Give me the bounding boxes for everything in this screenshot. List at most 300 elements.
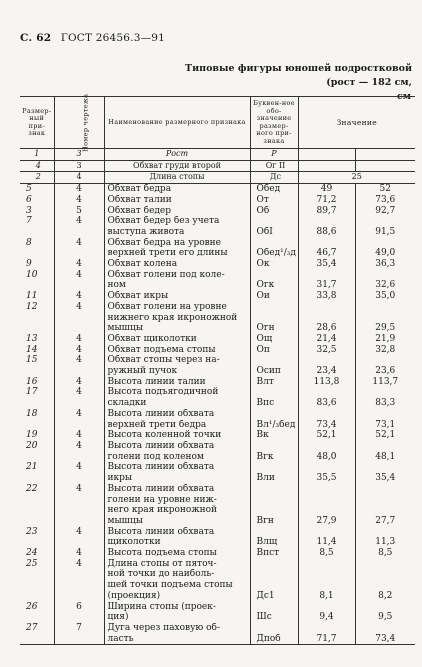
row-value-2 (355, 484, 415, 495)
row-value-2: 113,7 (355, 377, 415, 388)
table-row (20, 559, 415, 570)
row-name-line: Дуга через паховую об- (104, 623, 250, 634)
row-value-2: 27,7 (355, 516, 415, 527)
row-value-2: 91,5 (355, 227, 415, 238)
row-symbol: Р (250, 149, 298, 161)
row-value-1 (298, 484, 355, 495)
row-symbol: Обед¹/₃д (250, 248, 298, 259)
table-row (20, 302, 415, 313)
row-fig: 4 (54, 270, 104, 281)
row-fig: 3 (54, 160, 104, 172)
row-name-line: ласть (104, 634, 250, 645)
row-num (20, 473, 54, 484)
table-row (20, 527, 415, 538)
row-fig (54, 473, 104, 484)
row-fig (54, 516, 104, 527)
row-value-1: 32,5 (298, 345, 355, 356)
col-header-value: Значение (298, 97, 415, 149)
row-name-line: Высота линии обхвата (104, 484, 250, 495)
table-row (20, 334, 415, 345)
row-value-1 (298, 505, 355, 516)
row-name-line: Высота подъема стопы (104, 548, 250, 559)
row-name-line: Ширина стопы (проек- (104, 602, 250, 613)
row-num (20, 537, 54, 548)
row-name-line: мышцы (104, 516, 250, 527)
row-symbol: Вли (250, 473, 298, 484)
row-value-1 (298, 580, 355, 591)
row-name-line: Обхват стопы через на- (104, 355, 250, 366)
row-symbol (250, 409, 298, 420)
table-row (20, 323, 415, 334)
row-fig (54, 248, 104, 259)
row-value-2: 32,8 (355, 345, 415, 356)
row-num: 5 (26, 184, 32, 195)
row-fig: 4 (54, 195, 104, 206)
row-value-2: 8,2 (355, 591, 415, 602)
row-name-line: выступа живота (104, 227, 250, 238)
row-symbol (250, 484, 298, 495)
row-num (20, 420, 54, 431)
row-num: 25 (26, 558, 38, 569)
row-symbol (250, 313, 298, 324)
col-header-name: Наименование размерного признака (104, 97, 250, 149)
row-value-2 (355, 387, 415, 398)
row-value-2 (355, 270, 415, 281)
table-row (20, 248, 415, 259)
row-value-2 (355, 409, 415, 420)
row-num (20, 634, 54, 645)
page-number: С. 62 (20, 32, 52, 44)
table-row (20, 355, 415, 366)
row-symbol (250, 623, 298, 634)
row-value-1 (298, 270, 355, 281)
row-num (20, 313, 54, 324)
table-row (20, 398, 415, 409)
row-value-2: 73,4 (355, 634, 415, 645)
row-num (20, 227, 54, 238)
row-name-line: него края икроножной (104, 505, 250, 516)
row-value-1: 88,6 (298, 227, 355, 238)
col-header-fig: Номер чертежа (54, 97, 104, 149)
row-name-line: Обхват икры (104, 291, 250, 302)
row-fig: 4 (54, 302, 104, 313)
row-value-1 (298, 387, 355, 398)
row-value-1 (298, 569, 355, 580)
table-row (20, 280, 415, 291)
row-fig (54, 612, 104, 623)
row-value-1: 71,2 (298, 195, 355, 206)
row-value-2: 92,7 (355, 206, 415, 217)
row-value-2: 83,3 (355, 398, 415, 409)
row-value-1 (298, 495, 355, 506)
row-fig: 4 (54, 559, 104, 570)
row-value-2 (355, 216, 415, 227)
row-num (20, 323, 54, 334)
row-symbol: Влщ (250, 537, 298, 548)
row-num: 9 (26, 259, 32, 270)
row-value-1 (298, 409, 355, 420)
row-num: 11 (26, 291, 38, 302)
table-row (20, 238, 415, 249)
row-num: 20 (26, 440, 38, 451)
row-value-2: 23,6 (355, 366, 415, 377)
row-value-1 (298, 302, 355, 313)
row-value-2 (355, 302, 415, 313)
table-row (20, 569, 415, 580)
row-value-2: 52,1 (355, 430, 415, 441)
row-symbol: Осип (250, 366, 298, 377)
row-fig: 5 (54, 206, 104, 217)
row-name-line: нижнего края икроножной (104, 313, 250, 324)
row-value-1: 8,5 (298, 548, 355, 559)
row-value-2 (355, 559, 415, 570)
row-fig: 4 (54, 462, 104, 473)
row-fig (54, 323, 104, 334)
row-value-2: 11,3 (355, 537, 415, 548)
row-value-1: 49 (298, 184, 355, 195)
row-name-line: Высота линии обхвата (104, 527, 250, 538)
row-value-2 (355, 238, 415, 249)
row-num (20, 569, 54, 580)
row-value-2 (355, 580, 415, 591)
row-value-1: 33,8 (298, 291, 355, 302)
title-line-3: см (396, 91, 411, 102)
row-value-2: 73,1 (355, 420, 415, 431)
row-symbol: Огк (250, 280, 298, 291)
foot-length-row (20, 172, 415, 184)
row-symbol: Оп (250, 345, 298, 356)
row-num: 19 (26, 430, 38, 441)
row-symbol: Ог II (250, 160, 298, 172)
row-fig: 4 (54, 334, 104, 345)
row-symbol: Ощ (250, 334, 298, 345)
table-row (20, 345, 415, 356)
row-fig (54, 398, 104, 409)
row-fig (54, 537, 104, 548)
row-value-2 (355, 313, 415, 324)
row-symbol (250, 355, 298, 366)
row-symbol (250, 495, 298, 506)
row-value-2 (355, 569, 415, 580)
row-name-line: Высота линии талии (104, 377, 250, 388)
row-value-1 (298, 462, 355, 473)
row-name-line: Обхват голени под коле- (104, 270, 250, 281)
row-symbol (250, 216, 298, 227)
row-fig: 7 (54, 623, 104, 634)
row-fig: 4 (54, 184, 104, 195)
row-symbol (250, 559, 298, 570)
row-fig (54, 452, 104, 463)
row-name-line: Обхват щиколотки (104, 334, 250, 345)
row-fig: 4 (54, 430, 104, 441)
row-fig (54, 580, 104, 591)
row-symbol: Ок (250, 259, 298, 270)
row-symbol: Вгн (250, 516, 298, 527)
table-row (20, 548, 415, 559)
row-num: 21 (26, 462, 38, 473)
height-row (20, 149, 415, 161)
row-num (20, 580, 54, 591)
row-num (20, 495, 54, 506)
row-fig: 4 (54, 216, 104, 227)
row-num (20, 452, 54, 463)
row-symbol (250, 270, 298, 281)
row-value-1: 9,4 (298, 612, 355, 623)
row-value-2 (355, 462, 415, 473)
row-name-line: Высота подъягодичной (104, 387, 250, 398)
row-symbol: Ои (250, 291, 298, 302)
table-header-row (20, 97, 415, 149)
row-name-line: шей точки подъема стопы (104, 580, 250, 591)
row-name-line: ружный пучок (104, 366, 250, 377)
row-num: 14 (26, 344, 38, 355)
row-value-1: 71,7 (298, 634, 355, 645)
row-num: 16 (26, 376, 38, 387)
row-name-line: мышцы (104, 323, 250, 334)
row-symbol: Вгк (250, 452, 298, 463)
row-value-2: 49,0 (355, 248, 415, 259)
row-value-1: 23,4 (298, 366, 355, 377)
row-value-2: 35,4 (355, 473, 415, 484)
row-name-line: складки (104, 398, 250, 409)
row-num: 4 (20, 160, 54, 172)
row-name-line: Высота линии обхвата (104, 462, 250, 473)
row-symbol: Вл¹/₃бед (250, 420, 298, 431)
row-name-line: Обхват колена (104, 259, 250, 270)
row-symbol (250, 441, 298, 452)
row-fig (54, 495, 104, 506)
table-row (20, 291, 415, 302)
row-num: 6 (26, 194, 32, 205)
measurements-table (20, 93, 415, 645)
row-fig (54, 280, 104, 291)
row-value-1 (298, 313, 355, 324)
table-row (20, 473, 415, 484)
row-symbol: Об (250, 206, 298, 217)
row-symbol: Дпоб (250, 634, 298, 645)
row-name-line: Высота коленной точки (104, 430, 250, 441)
table-row (20, 195, 415, 206)
row-num (20, 505, 54, 516)
row-value-2: 48,1 (355, 452, 415, 463)
row-name: Рост (104, 149, 250, 161)
row-symbol: Вк (250, 430, 298, 441)
row-fig: 4 (54, 548, 104, 559)
row-value-2 (355, 527, 415, 538)
row-num (20, 280, 54, 291)
table-row (20, 462, 415, 473)
row-value-1 (298, 238, 355, 249)
row-value-2 (355, 441, 415, 452)
row-num (20, 591, 54, 602)
row-fig: 6 (54, 602, 104, 613)
row-value-1: 48,0 (298, 452, 355, 463)
row-symbol (250, 302, 298, 313)
row-value-1: 52,1 (298, 430, 355, 441)
row-value-1 (298, 441, 355, 452)
row-symbol: Обед (250, 184, 298, 195)
row-fig: 4 (54, 484, 104, 495)
row-value-2 (355, 505, 415, 516)
row-name-line: (проекция) (104, 591, 250, 602)
row-value-1: 8,1 (298, 591, 355, 602)
row-num: 23 (26, 526, 38, 537)
row-value-1: 89,7 (298, 206, 355, 217)
row-fig: 4 (54, 377, 104, 388)
row-value-2: 8,5 (355, 548, 415, 559)
row-name-line: икры (104, 473, 250, 484)
row-fig (54, 227, 104, 238)
row-num: 15 (26, 355, 38, 366)
row-name-line: Обхват талии (104, 195, 250, 206)
table-row (20, 602, 415, 613)
row-num: 3 (26, 205, 32, 216)
table-row (20, 206, 415, 217)
row-num: 24 (26, 548, 38, 559)
table-row (20, 516, 415, 527)
row-symbol (250, 505, 298, 516)
row-fig: 4 (54, 355, 104, 366)
row-symbol: Впс (250, 398, 298, 409)
row-name-line: Длина стопы от пяточ- (104, 559, 250, 570)
row-num: 22 (26, 483, 38, 494)
row-value-1 (298, 355, 355, 366)
row-fig (54, 505, 104, 516)
standard-code: ГОСТ 26456.3—91 (60, 32, 166, 44)
table-row (20, 387, 415, 398)
row-name-line: щиколотки (104, 537, 250, 548)
col-header-symbol: Буквен-ное обо-значение размер-ного при-знака (250, 97, 298, 149)
row-name-line: Обхват бедра (104, 184, 250, 195)
row-fig (54, 591, 104, 602)
row-symbol (250, 238, 298, 249)
table-row (20, 612, 415, 623)
page-header (20, 32, 165, 44)
table-row (20, 441, 415, 452)
row-num (20, 398, 54, 409)
row-num: 17 (26, 387, 38, 398)
title-line-2: (рост — 182 см, (326, 77, 412, 88)
row-value-1 (298, 623, 355, 634)
row-value-2: 52 (355, 184, 415, 195)
row-value: 25 (298, 172, 415, 184)
row-name-line: Высота линии обхвата (104, 441, 250, 452)
row-fig (54, 569, 104, 580)
row-num: 10 (26, 269, 38, 280)
table-row (20, 216, 415, 227)
table-row (20, 580, 415, 591)
table-row (20, 452, 415, 463)
row-name-line: верхней трети бедра (104, 420, 250, 431)
table-row (20, 313, 415, 324)
table-row (20, 270, 415, 281)
row-value-2 (355, 602, 415, 613)
table-row (20, 495, 415, 506)
row-fig (54, 420, 104, 431)
row-name-line: ция) (104, 612, 250, 623)
row-symbol (250, 387, 298, 398)
row-symbol: Влт (250, 377, 298, 388)
row-num: 13 (26, 333, 38, 344)
table-row (20, 591, 415, 602)
row-name-line: Обхват голени на уровне (104, 302, 250, 313)
row-fig: 4 (54, 259, 104, 270)
table-row (20, 409, 415, 420)
row-num: 12 (26, 301, 38, 312)
row-value-1 (298, 527, 355, 538)
table-row (20, 366, 415, 377)
table-row (20, 505, 415, 516)
row-num: 27 (26, 622, 38, 633)
row-name-line: ном (104, 280, 250, 291)
row-fig (54, 634, 104, 645)
row-value-1: 35,4 (298, 259, 355, 270)
row-fig: 4 (54, 291, 104, 302)
row-value-2: 32,6 (355, 280, 415, 291)
row-value-1: 27,9 (298, 516, 355, 527)
row-symbol: Огн (250, 323, 298, 334)
row-num: 26 (26, 601, 38, 612)
row-value-2: 29,5 (355, 323, 415, 334)
table-row (20, 184, 415, 195)
row-name-line: Обхват бедер (104, 206, 250, 217)
row-symbol: От (250, 195, 298, 206)
row-fig: 4 (54, 345, 104, 356)
row-name-line: Обхват бедра на уровне (104, 238, 250, 249)
row-fig: 4 (54, 527, 104, 538)
row-value-2 (355, 355, 415, 366)
row-symbol (250, 580, 298, 591)
row-name-line: ной точки до наиболь- (104, 569, 250, 580)
row-fig: 4 (54, 409, 104, 420)
row-symbol: Дс (250, 172, 298, 184)
row-name-line: Высота линии обхвата (104, 409, 250, 420)
row-value-1: 35,5 (298, 473, 355, 484)
row-value-1: 46,7 (298, 248, 355, 259)
row-name-line: голени под коленом (104, 452, 250, 463)
row-value-1: 28,6 (298, 323, 355, 334)
table-row (20, 634, 415, 645)
row-symbol (250, 462, 298, 473)
row-num: 1 (20, 149, 54, 161)
row-value-1: 83,6 (298, 398, 355, 409)
row-symbol: Дс1 (250, 591, 298, 602)
row-symbol: Шс (250, 612, 298, 623)
row-fig: 4 (54, 238, 104, 249)
row-fig (54, 313, 104, 324)
row-value-1 (298, 559, 355, 570)
table-row (20, 537, 415, 548)
row-value-2 (355, 623, 415, 634)
table-row (20, 377, 415, 388)
row-value-1: 11,4 (298, 537, 355, 548)
row-name-line: верхней трети его длины (104, 248, 250, 259)
row-fig: 3 (54, 149, 104, 161)
row-num: 18 (26, 408, 38, 419)
row-value-1: 113,8 (298, 377, 355, 388)
row-value-1 (298, 216, 355, 227)
row-value-1: 31,7 (298, 280, 355, 291)
row-name: Обхват груди второй (104, 160, 250, 172)
row-symbol (250, 602, 298, 613)
table-row (20, 227, 415, 238)
row-symbol: ОбI (250, 227, 298, 238)
row-num (20, 516, 54, 527)
row-name-line: Обхват бедер без учета (104, 216, 250, 227)
title-line-1: Типовые фигуры юношей подростковой (185, 63, 412, 74)
col-header-num: Размер-ный при-знак (20, 97, 54, 149)
table-row (20, 484, 415, 495)
